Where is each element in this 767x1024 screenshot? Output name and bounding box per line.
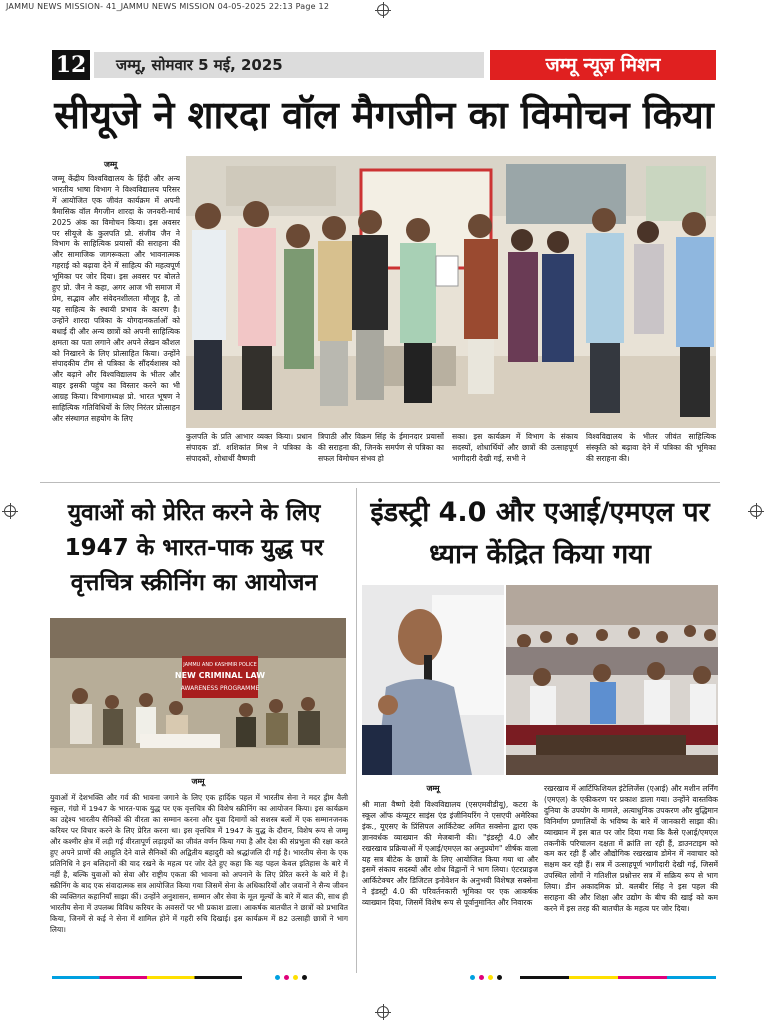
story2-byline: [50, 777, 346, 788]
story1-column-5: विश्वविद्यालय के भीतर जीवंत साहित्यिक संस्कृति को बढ़ावा देने में पत्रिका की भूमिका की सराहना की।: [586, 432, 716, 463]
dateline: जम्मू, सोमवार 5 मई, 2025: [94, 52, 484, 78]
story3-column-1: श्री माता वैष्णो देवी विश्वविद्यालय (एसएमवीडीयू), कटरा के स्कूल ऑफ कंप्यूटर साइंस एंड इंजीनियरिंग ने एसएपी अमेरिका इंक., यूएसए के प्रिंसिपल आर्किटेक्ट अमित सक्सेना द्वारा एक ज्ञानवर्धक व्याख्यान की मेजबानी की। "इंडस्ट्री 4.0 और रखरखाव प्रक्रियाओं में एआई/एमएल का अनुप्रयोग" शीर्षक वाला यह सत्र बीटेक के छात्रों के लिए आयोजित किया गया था और इसमें संकाय सदस्यों और शोध विद्वानों ने भाग लिया। एंटरप्राइज आर्किटेक्चर और डिजिटल इनोवेशन के अनुभवी विशेषज्ञ सक्सेना ने इंडस्ट्री 4.0 की परिवर्तनकारी भूमिका पर एक आकर्षक व्याख्यान दिया, जिसमें विशेष रूप से पूर्वानुमानित और निवारक: [362, 800, 538, 908]
story1-column-1: जम्मू केंद्रीय विश्वविद्यालय के हिंदी और अन्य भारतीय भाषा विभाग ने विश्वविद्यालय परिसर में आयोजित एक जीवंत कार्यक्रम में अपनी त्रैमासिक वॉल मैगजीन शारदा के जनवरी-मार्च 2025 अंक का विमोचन किया। इस अवसर पर सीयूजे के कुलपति प्रो. संजीव जैन ने विभाग के साहित्यिक प्रयासों की सराहना की और सामाजिक जागरूकता और भावनात्मक गहराई को बढ़ावा देने में साहित्य की महत्वपूर्ण भूमिका पर जोर दिया। इस अवसर पर बोलते हुए प्रो. जैन ने कहा, अगर आज भी समाज में प्रेम, सद्भाव और संवेदनशीलता मौजूद है, तो यह साहित्य के स्थायी प्रभाव के कारण है। उन्होंने शारदा पत्रिका के योगदानकर्ताओं को बधाई दी और अन्य छात्रों को अपनी साहित्यिक क्षमता का पता लगाने और अपने लेखन कौशल को निखारने के लिए प्रोत्साहित किया। उन्होंने संपादकीय टीम से पत्रिका के सौंदर्यशास्त्र को और बढ़ाने और विश्वविद्यालय के भीतर और बाहर इसकी पहुंच का विस्तार करने का भी आग्रह किया। विभागाध्यक्ष प्रो. भारत भूषण ने साहित्यिक गतिविधियों के लिए निरंतर प्रोत्साहन और संस्थागत सहयोग के लिए: [52, 174, 180, 423]
story1-group-photo: [186, 156, 716, 428]
masthead: जम्मू न्यूज़ मिशन: [490, 50, 716, 80]
footer-color-bar: [520, 976, 716, 979]
story2-event-photo: [50, 618, 346, 774]
section-divider: [40, 482, 720, 483]
banner-title-text: NEW CRIMINAL LAW: [174, 671, 266, 680]
story3-speaker-photo: [362, 585, 504, 775]
byline: जम्मू: [191, 777, 205, 786]
story1-column-4: सका। इस कार्यक्रम में विभाग के संकाय सदस्यों, शोधार्थियों और छात्रों की उत्साहपूर्ण भागीदारी देखी गई, सभी ने: [452, 432, 578, 463]
registration-mark-icon: [377, 4, 389, 16]
byline: जम्मू: [426, 784, 440, 793]
story1-headline: सीयूजे ने शारदा वॉल मैगजीन का विमोचन किया: [54, 93, 714, 137]
story1-column-3: त्रिपाठी और विक्रम सिंह के ईमानदार प्रयासों की सराहना की, जिनके समर्पण से पत्रिका का सफल विमोचन संभव हो: [318, 432, 444, 463]
registration-mark-icon: [750, 505, 762, 517]
banner-sub-text: AWARENESS PROGRAMME: [180, 685, 260, 692]
color-dots: [470, 975, 502, 980]
story3-audience-photo: [506, 585, 718, 775]
story2-body: युवाओं में देशभक्ति और गर्व की भावना जगाने के लिए एक हार्दिक पहल में भारतीय सेना ने मदर ड्रीम वैली स्कूल, गंग्रो में 1947 के भारत-पाक युद्ध पर एक वृत्तचित्र की विशेष स्क्रीनिंग का आयोजन किया। इस कार्यक्रम का उद्देश्य भारतीय सैनिकों की वीरता का सम्मान करना और युवा दिमागों को सशस्त्र बलों में एक सम्मानजनक करियर पर विचार करने के लिए प्रेरित करना था। इस वृत्तचित्र में 1947 के युद्ध के दौरान, विशेष रूप से जम्मू और कश्मीर क्षेत्र में लड़ी गई वीरतापूर्ण लड़ाइयों का जीवंत वर्णन किया गया है और देश की संप्रभुता की रक्षा करते हुए अपने प्राणों की आहुति देने वाले सैनिकों की अद्वितीय बहादुरी को श्रद्धांजलि दी गई है। भारतीय सेना के एक प्रतिनिधि ने इन बलिदानों की याद रखने के महत्व पर जोर देते हुए कहा कि यह पहल केवल इतिहास के बारे में नहीं है, बल्कि युवाओं को सेवा और राष्ट्रीय एकता की भावना को अपनाने के लिए प्रेरित करने के बारे में है। स्क्रीनिंग के बाद एक संवादात्मक सत्र आयोजित किया गया जिसमें सेना के अधिकारियों और जवानों ने सैन्य जीवन की व्यक्तिगत कहानियाँ साझा कीं। उन्होंने अनुशासन, सम्मान और सेवा के मूल मूल्यों के बारे में बात की, साथ ही भारतीय सेना में उपलब्ध विविध करियर के अवसरों पर भी प्रकाश डाला। आकर्षक बातचीत ने छात्रों को प्रभावित किया, जिनमें से कई ने सेना में शामिल होने में गहरी रुचि दिखाई। इस कार्यक्रम में 82 उत्साही छात्रों ने भाग लिया।: [50, 793, 348, 934]
color-dots: [275, 975, 307, 980]
footer-color-bar: [52, 976, 242, 979]
print-slug: JAMMU NEWS MISSION- 41_JAMMU NEWS MISSION 04-05-2025 22:13 Page 12: [6, 2, 330, 11]
story3-headline: इंडस्ट्री 4.0 और एआई/एमएल पर ध्यान केंद्रित किया गया: [370, 497, 710, 570]
story1-byline: [52, 160, 180, 171]
story2-headline: युवाओं को प्रेरित करने के लिए 1947 के भारत-पाक युद्ध पर वृत्तचित्र स्क्रीनिंग का आयोजन: [64, 500, 324, 596]
story3-byline: [362, 784, 504, 795]
page-number: 12: [52, 50, 90, 80]
story1-column-2: कुलपति के प्रति आभार व्यक्त किया। प्रधान संपादक डॉ. शशिकांत मिश्र ने पत्रिका के संपादकों, शोधार्थी वैष्णवी: [186, 432, 312, 463]
banner-top-text: JAMMU AND KASHMIR POLICE: [183, 662, 257, 668]
story3-column-2: रखरखाव में आर्टिफिशियल इंटेलिजेंस (एआई) और मशीन लर्निंग (एमएल) के एकीकरण पर प्रकाश डाला गया। उन्होंने वास्तविक दुनिया के उपयोग के मामले, अत्याधुनिक उपकरण और बुद्धिमान विनिर्माण प्रणालियों के भविष्य के बारे में जानकारी साझा की। व्याख्यान में इस बात पर जोर दिया गया कि कैसे एआई/एमएल तकनीकें परिचालन दक्षता में क्रांति ला रही हैं, डाउनटाइम को कम कर रही हैं और औद्योगिक रखरखाव डोमेन में नवाचार को सक्षम कर रही हैं। सत्र में उत्साहपूर्ण भागीदारी देखी गई, जिसमें उपस्थित लोगों ने गतिशील प्रश्नोत्तर सत्र में सक्रिय रूप से भाग लिया। डीन अकादमिक प्रो. बलबीर सिंह ने इस पहल की सराहना की और शिक्षा और उद्योग के बीच की खाई को कम करने में इस तरह की बातचीत के महत्व पर जोर दिया।: [544, 784, 718, 913]
registration-mark-icon: [4, 505, 16, 517]
column-divider: [356, 488, 357, 973]
byline: जम्मू: [104, 160, 118, 169]
registration-mark-icon: [377, 1006, 389, 1018]
